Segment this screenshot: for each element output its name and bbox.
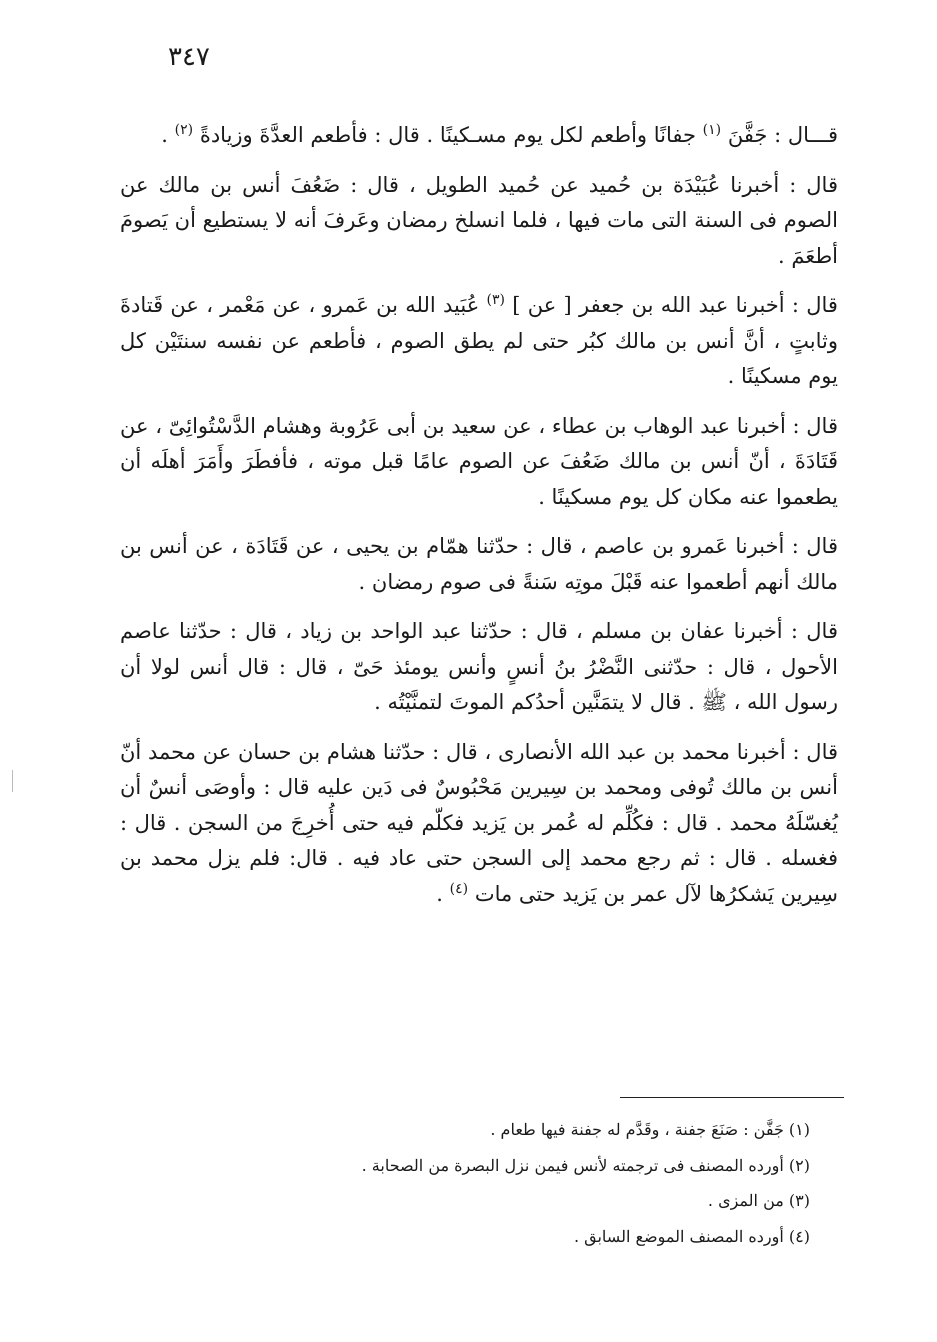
- page-number: ٣٤٧: [168, 42, 210, 72]
- paragraph-1-text-3: .: [161, 123, 168, 147]
- paragraph-6-text: قال : أخبرنا عفان بن مسلم ، قال : حدّثنا عبد الواحد بن زياد ، قال : حدّثنا عاصم الأحول ، قال : حدّثنى النَّضْرُ بنُ أنسٍ وأنس يومئذ حَىّ ، قال : قال أنس لولا أن رسول الله ، ﷺ . قال لا يتمَنَّين أحدُكم الموتَ لتمنَّيْتُه .: [120, 619, 838, 714]
- footnotes: [200, 1112, 810, 1254]
- main-text: [120, 118, 838, 926]
- scan-margin-mark: [12, 770, 13, 792]
- footnote-1: (١) جَفَّن : صَنَعَ جفنة ، وقَدَّم له جفنة فيها طعام .: [490, 1120, 810, 1139]
- paragraph-5: [120, 529, 838, 600]
- footnote-divider: [620, 1097, 844, 1098]
- paragraph-7-text: قال : أخبرنا محمد بن عبد الله الأنصارى ، قال : حدّثنا هشام بن حسان عن محمد أنّ أنس بن مالك تُوفى ومحمد بن سِيرين مَحْبُوسٌ فى دَين عليه قال : وأوصَى أنسٌ أن يُغسّلَهُ محمد . قال : فكُلِّم له عُمر بن يَزيد فكلّم فيه حتى أُخرِجَ من السجن . قال : فغسله . قال : ثم رجع محمد إلى السجن حتى عاد فيه . قال: فلم يزل محمد بن سِيرين يَشكرُها لآل عمر بن يَزيد حتى مات: [120, 739, 838, 906]
- paragraph-2-text: قال : أخبرنا عُبَيْدَة بن حُميد عن حُميد الطويل ، قال : ضَعُفَ أنس بن مالك عن الصوم فى السنة التى مات فيها ، فلما انسلخ رمضان وعَرفَ أنه لا يستطيع أن يَصومَ أطعَمَ .: [120, 172, 838, 268]
- footnote-ref-4: (٤): [449, 880, 469, 897]
- footnote-ref-3: (٣): [486, 292, 505, 308]
- paragraph-7-text-2: .: [436, 881, 443, 906]
- paragraph-2: [120, 168, 838, 275]
- paragraph-7: [120, 735, 838, 913]
- paragraph-4: [120, 409, 838, 516]
- paragraph-1-text: قـــال : جَفَّنَ: [727, 123, 838, 147]
- paragraph-3-text-2: عُبَيد الله بن عَمرو ، عن مَعْمر ، عن قَتادةَ وثابتٍ ، أنَّ أنس بن مالك كبُر حتى لم يطق الصوم ، فأطعم عن نفسه سنتَيْن كل يوم مسكينًا .: [120, 293, 838, 388]
- paragraph-3-text: قال : أخبرنا عبد الله بن جعفر [ عن ]: [512, 293, 838, 317]
- footnote-ref-1: (١): [702, 122, 722, 138]
- paragraph-5-text: قال : أخبرنا عَمرو بن عاصم ، قال : حدّثنا همّام بن يحيى ، عن قَتَادَة ، عن أنس بن مالك أنهم أطعموا عنه قَبْلَ موتِه سَنةً فى صوم رمضان .: [120, 534, 838, 594]
- paragraph-3: [120, 288, 838, 395]
- paragraph-1: [120, 118, 838, 154]
- footnote-ref-2: (٢): [174, 122, 194, 138]
- footnote-3: (٣) من المزى .: [707, 1191, 810, 1210]
- footnote-2: (٢) أورده المصنف فى ترجمته لأنس فيمن نزل البصرة من الصحابة .: [361, 1155, 810, 1175]
- footnote-4: (٤) أورده المصنف الموضع السابق .: [573, 1226, 810, 1246]
- paragraph-1-text-2: جفانًا وأطعم لكل يوم مسـكينًا . قال : فأطعم العدَّةَ وزيادةً: [199, 123, 696, 147]
- paragraph-4-text: قال : أخبرنا عبد الوهاب بن عطاء ، عن سعيد بن أبى عَرُوبة وهشام الدَّسْتُوائِىّ ، عن قَتَادَةَ ، أنّ أنس بن مالك ضَعُفَ عن الصوم عامًا قبل موته ، فأفطَرَ وأَمَرَ أهلَه أن يطعموا عنه مكان كل يوم مسكينًا .: [120, 413, 838, 509]
- paragraph-6: [120, 614, 838, 721]
